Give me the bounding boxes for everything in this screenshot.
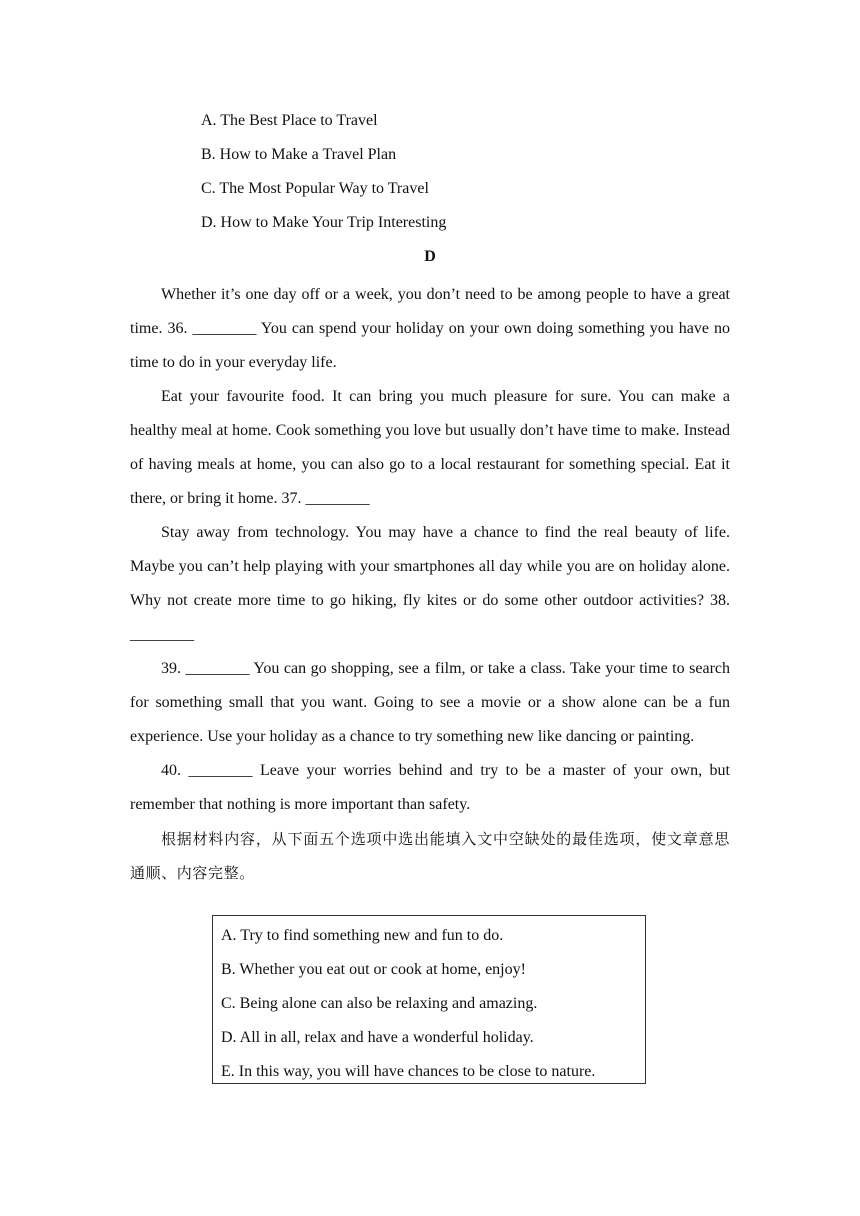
previous-question-options xyxy=(201,108,446,244)
passage-paragraph-4: 39. ________ You can go shopping, see a film, or take a class. Take your time to search for something small that you want. Going to see a movie or a show alone can be a fun experience. Use your holiday as a chance to try something new like dancing or painting. xyxy=(130,660,730,745)
passage-paragraph-5: 40. ________ Leave your worries behind and try to be a master of your own, but remember that nothing is more important than safety. xyxy=(130,762,730,813)
option-a: A. The Best Place to Travel xyxy=(201,112,378,129)
choice-e: E. In this way, you will have chances to be close to nature. xyxy=(221,1063,596,1080)
choice-a: A. Try to find something new and fun to do. xyxy=(221,927,504,944)
answer-choices-box xyxy=(212,915,646,1084)
choice-c: C. Being alone can also be relaxing and amazing. xyxy=(221,995,538,1012)
choice-b: B. Whether you eat out or cook at home, enjoy! xyxy=(221,961,526,978)
passage-paragraph-2: Eat your favourite food. It can bring you much pleasure for sure. You can make a healthy meal at home. Cook something you love but usually don’t have time to make. Instead of having meals at home, you can also go to a local restaurant for something special. Eat it there, or bring it home. 37. ________ xyxy=(130,388,730,507)
option-b: B. How to Make a Travel Plan xyxy=(201,146,397,163)
choice-d: D. All in all, relax and have a wonderful holiday. xyxy=(221,1029,534,1046)
reading-passage xyxy=(130,278,730,890)
passage-paragraph-1: Whether it’s one day off or a week, you don’t need to be among people to have a great time. 36. ________ You can spend your holiday on your own doing something you have no time to do in your everyday life. xyxy=(130,286,730,371)
option-c: C. The Most Popular Way to Travel xyxy=(201,180,429,197)
question-instruction: 根据材料内容，从下面五个选项中选出能填入文中空缺处的最佳选项，使文章意思通顺、内容完整。 xyxy=(130,830,730,882)
option-d: D. How to Make Your Trip Interesting xyxy=(201,214,447,231)
section-heading: D xyxy=(424,248,436,265)
passage-paragraph-3: Stay away from technology. You may have a chance to find the real beauty of life. Maybe you can’t help playing with your smartphones all day while you are on holiday alone. Why not create more time to go hiking, fly kites or do some other outdoor activities? 38. ________ xyxy=(130,524,730,643)
